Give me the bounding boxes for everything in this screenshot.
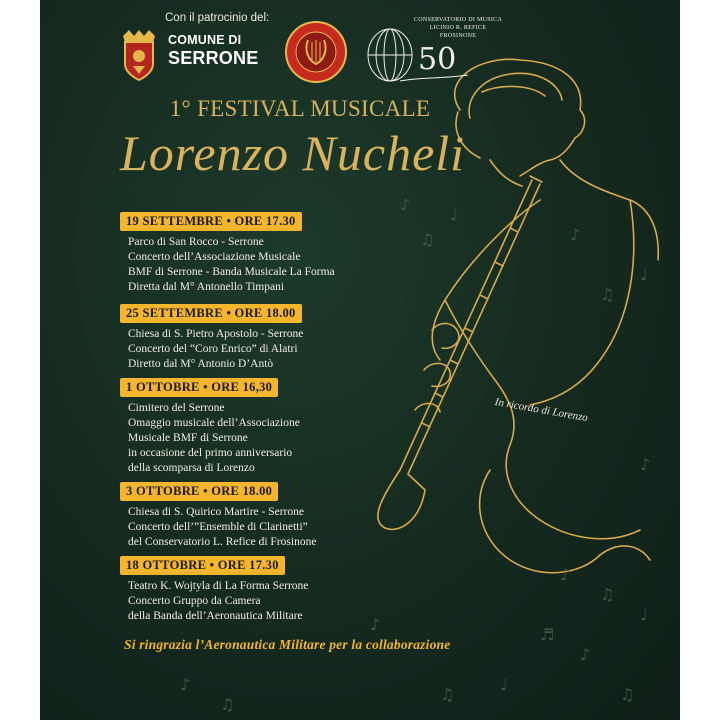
event-item [120,378,300,476]
event-date: 3 OTTOBRE • ORE 18.00 [120,482,278,501]
event-line: Concerto Gruppo da Camera [128,595,261,607]
event-line: in occasione del primo anniversario [128,447,293,459]
event-line: Teatro K. Wojtyla di La Forma Serrone [128,580,309,592]
event-line: della scomparsa di Lorenzo [128,462,255,474]
svg-text:♪: ♪ [580,645,591,664]
festival-poster [40,0,680,720]
event-details [120,235,335,295]
svg-text:♩: ♩ [450,205,458,224]
svg-text:♪: ♪ [370,615,381,634]
event-line: della Banda dell’Aeronautica Militare [128,610,303,622]
svg-text:♩: ♩ [640,605,648,624]
svg-text:♫: ♫ [440,685,455,704]
svg-text:♬: ♬ [540,625,555,644]
svg-text:♫: ♫ [420,230,435,249]
conservatory-line-1: CONSERVATORIO DI MUSICA [413,17,503,23]
comune-label: COMUNE DI [168,33,242,47]
event-line: Parco di San Rocco - Serrone [128,236,264,248]
svg-text:♩: ♩ [640,265,648,284]
event-line: BMF di Serrone - Banda Musicale La Forma [128,266,335,278]
event-line: Diretto dal M° Antonio D’Antò [128,358,274,370]
event-line: Concerto dell’”Ensemble di Clarinetti” [128,521,308,533]
event-line: Musicale BMF di Serrone [128,432,248,444]
event-line: Cimitero del Serrone [128,402,225,414]
event-line: Concerto del “Coro Enrico” di Alatri [128,343,298,355]
event-line: Omaggio musicale dell’Associazione [128,417,300,429]
comune-logo-text [168,34,258,67]
comune-name: SERRONE [168,47,259,68]
dedication-text: In ricordo di Lorenzo [493,396,589,425]
patronage-text: Con il patrocinio del: [165,12,270,24]
svg-text:♫: ♫ [620,685,635,704]
svg-text:♪: ♪ [640,455,651,474]
anniversary-number: 50 [418,42,457,77]
svg-text:♪: ♪ [560,565,571,584]
svg-text:♫: ♫ [600,285,615,304]
thanks-text: Si ringrazia l’Aeronautica Militare per la collaborazione [124,637,451,652]
event-details [120,579,308,624]
comune-crest-logo [120,30,158,82]
svg-text:♪: ♪ [400,195,411,214]
event-item [120,482,316,550]
event-date: 25 SETTEMBRE • ORE 18.00 [120,304,302,323]
event-line: Diretta dal M° Antonello Timpani [128,281,285,293]
event-item [120,304,303,372]
event-details [120,401,300,476]
svg-text:♪: ♪ [180,675,191,694]
festival-title: 1° FESTIVAL MUSICALE [169,96,431,121]
event-line: Chiesa di S. Pietro Apostolo - Serrone [128,328,304,340]
conservatory-line-2: LICINIO R. REFICE [429,25,487,31]
event-line: Chiesa di S. Quirico Martire - Serrone [128,506,304,518]
event-date: 18 OTTOBRE • ORE 17.30 [120,556,285,575]
svg-text:♫: ♫ [220,695,235,714]
band-emblem-logo [284,20,348,84]
svg-text:♫: ♫ [600,585,615,604]
festival-name: Lorenzo Nucheli [120,125,466,181]
conservatory-line-3: FROSINONE [439,33,477,39]
svg-text:♪: ♪ [570,225,581,244]
event-date: 1 OTTOBRE • ORE 16,30 [120,378,278,397]
event-details [120,505,316,550]
svg-text:♩: ♩ [500,675,508,694]
event-line: del Conservatorio L. Refice di Frosinone [128,536,317,548]
event-details [120,327,303,372]
event-line: Concerto dell’Associazione Musicale [128,251,301,263]
event-item [120,556,308,624]
event-date: 19 SETTEMBRE • ORE 17.30 [120,212,302,231]
event-item [120,212,335,295]
conservatory-name [408,16,508,40]
